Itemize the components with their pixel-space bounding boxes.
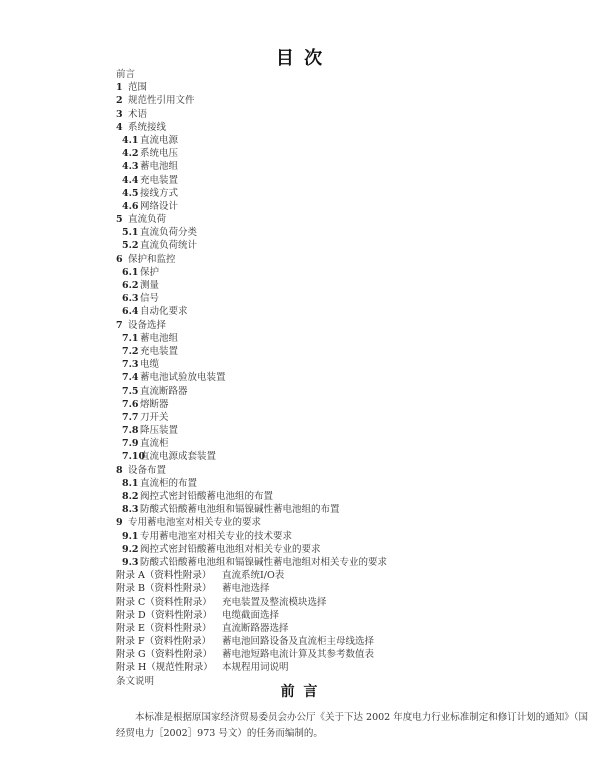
toc-entry-title: 防酸式铅酸蓄电池组和镉镍碱性蓄电池组的布置	[140, 504, 340, 516]
toc-entry-title: 降压装置	[140, 425, 179, 437]
toc-entry[interactable]	[116, 94, 586, 107]
toc-entry-title: 直流系统I/O表	[222, 570, 285, 582]
toc-entry[interactable]	[116, 266, 586, 279]
toc-entry-number: 5.2	[122, 240, 139, 252]
toc-entry[interactable]	[116, 345, 586, 358]
toc-entry[interactable]	[116, 411, 586, 424]
toc-entry-number: 9.1	[122, 530, 139, 542]
toc-entry-title: 测量	[140, 280, 160, 291]
toc-entry[interactable]	[116, 81, 586, 94]
toc-entry-title: 本规程用词说明	[222, 662, 289, 674]
toc-entry-title: 条文说明	[116, 675, 155, 687]
toc-entry-number: 附录 H（规范性附录）	[116, 662, 213, 674]
toc-entry-title: 直流电源成套装置	[140, 451, 217, 463]
toc-entry-number: 4.1	[122, 134, 139, 146]
toc-entry-number: 4.5	[122, 187, 139, 199]
toc-entry[interactable]	[116, 437, 586, 450]
toc-entry-number: 8	[116, 464, 123, 476]
toc-entry-number: 6	[116, 253, 123, 265]
toc-entry[interactable]	[116, 450, 586, 463]
toc-entry[interactable]	[116, 160, 586, 173]
toc-entry-number: 4.4	[122, 174, 139, 186]
toc-entry-number: 4.6	[122, 200, 139, 212]
toc-entry-number: 9	[116, 517, 123, 529]
toc-entry-number: 8.3	[122, 504, 139, 516]
toc-entry-number: 8.1	[122, 477, 139, 489]
toc-entry[interactable]	[116, 464, 586, 477]
toc-entry[interactable]	[116, 622, 586, 635]
toc-entry-number: 7	[116, 319, 123, 331]
toc-entry-title: 直流断路器选择	[222, 622, 289, 634]
toc-entry-number: 4	[116, 121, 123, 133]
toc-entry[interactable]	[116, 556, 586, 569]
toc-entry-title: 设备布置	[128, 464, 167, 476]
toc-entry[interactable]	[116, 530, 586, 543]
toc-entry[interactable]	[116, 239, 586, 252]
toc-entry-number: 7.7	[122, 411, 139, 423]
toc-entry[interactable]	[116, 147, 586, 160]
toc-entry-title: 直流电源	[140, 134, 179, 146]
toc-entry-title: 专用蓄电池室对相关专业的技术要求	[140, 530, 293, 542]
toc-entry[interactable]	[116, 279, 586, 292]
toc-entry-title: 蓄电池试验放电装置	[140, 372, 226, 384]
toc-entry-number: 9.3	[122, 556, 139, 568]
toc-entry-title: 刀开关	[140, 411, 169, 423]
toc-entry-title: 直流柜的布置	[140, 477, 198, 489]
toc-entry-number: 7.10	[122, 451, 146, 463]
toc-entry-title: 蓄电池组	[140, 161, 179, 173]
toc-entry-number: 8.2	[122, 491, 139, 502]
toc-entry[interactable]	[116, 596, 586, 609]
toc-entry[interactable]	[116, 477, 586, 490]
toc-entry-title: 保护和监控	[128, 253, 176, 265]
toc-entry-number: 附录 B（资料性附录）	[116, 583, 212, 595]
toc-entry-title: 直流负荷	[128, 214, 167, 226]
toc-entry-title: 阀控式密封铅酸蓄电池组对相关专业的要求	[140, 543, 321, 555]
toc-entry[interactable]	[116, 319, 586, 332]
toc-entry[interactable]	[116, 134, 586, 147]
toc-entry-title: 接线方式	[140, 187, 179, 199]
toc-entry-number: 6.4	[122, 306, 139, 318]
toc-entry[interactable]	[116, 174, 586, 187]
toc-entry-title: 网络设计	[140, 200, 179, 212]
toc-entry-title: 电缆	[140, 359, 160, 371]
toc-entry[interactable]	[116, 516, 586, 529]
toc-entry-number: 5	[116, 214, 123, 226]
toc-entry[interactable]	[116, 635, 586, 648]
toc-entry-title: 前言	[116, 69, 136, 80]
toc-entry-title: 防酸式铅酸蓄电池组和镉镍碱性蓄电池组对相关专业的要求	[140, 556, 388, 568]
toc-entry-title: 蓄电池选择	[222, 583, 270, 595]
toc-entry-number: 2	[116, 95, 123, 107]
toc-entry-title: 熔断器	[140, 398, 169, 410]
toc-entry-number: 附录 G（资料性附录）	[116, 649, 213, 661]
toc-entry-number: 3	[116, 108, 123, 120]
toc-entry-title: 系统接线	[128, 121, 167, 133]
toc-entry[interactable]	[116, 305, 586, 318]
toc-entry-number: 7.4	[122, 372, 139, 384]
toc-entry[interactable]	[116, 121, 586, 134]
toc-entry-number: 附录 C（资料性附录）	[116, 596, 212, 608]
toc-entry[interactable]	[116, 424, 586, 437]
toc-entry-number: 7.9	[122, 438, 139, 450]
toc-entry[interactable]	[116, 68, 586, 81]
toc-entry-title: 蓄电池组	[140, 332, 179, 344]
toc-entry-number: 附录 D（资料性附录）	[116, 609, 213, 621]
toc-entry[interactable]	[116, 226, 586, 239]
toc-entry[interactable]	[116, 661, 586, 674]
toc-entry-title: 自动化要求	[140, 306, 188, 318]
toc-entry-number: 4.2	[122, 148, 139, 160]
toc-entry-number: 7.2	[122, 345, 139, 357]
toc-entry[interactable]	[116, 648, 586, 661]
toc-entry-number: 附录 E（资料性附录）	[116, 622, 212, 634]
toc-entry[interactable]	[116, 200, 586, 213]
toc-entry-title: 范围	[128, 82, 148, 94]
toc-entry-number: 7.5	[122, 385, 139, 397]
toc-entry-number: 附录 A（资料性附录）	[116, 570, 212, 582]
toc-entry[interactable]	[116, 490, 586, 503]
toc-entry[interactable]	[116, 503, 586, 516]
preface-title: 前 言	[280, 684, 320, 700]
toc-entry[interactable]	[116, 609, 586, 622]
toc-entry[interactable]	[116, 108, 586, 121]
toc-entry-title: 蓄电池回路设备及直流柜主母线选择	[222, 636, 375, 648]
toc-entry-title: 充电装置	[140, 345, 179, 357]
toc-entry-title: 电缆截面选择	[222, 609, 280, 621]
toc-entry-number: 7.8	[122, 425, 139, 437]
toc-entry-title: 蓄电池短路电流计算及其参考数值表	[222, 649, 375, 661]
toc-entry[interactable]	[116, 253, 586, 266]
toc-entry-title: 直流负荷分类	[140, 227, 198, 239]
toc-entry[interactable]	[116, 371, 586, 384]
toc-entry-number: 9.2	[122, 543, 139, 555]
toc-title: 目 次	[275, 48, 325, 69]
toc-entry[interactable]	[116, 543, 586, 556]
toc-entry[interactable]	[116, 187, 586, 200]
toc-entry-title: 保护	[140, 266, 160, 278]
toc-entry-number: 5.1	[122, 227, 139, 239]
toc-entry-title: 设备选择	[128, 319, 167, 331]
toc-entry[interactable]	[116, 332, 586, 345]
toc-entry[interactable]	[116, 385, 586, 398]
toc-entry-number: 附录 F（资料性附录）	[116, 636, 212, 648]
toc-entry-number: 6.3	[122, 293, 139, 305]
toc-entry-title: 直流柜	[140, 438, 169, 450]
toc-entry[interactable]	[116, 213, 586, 226]
toc-entry-number: 1	[116, 82, 123, 94]
toc-entry-title: 阀控式密封铅酸蓄电池组的布置	[140, 491, 274, 502]
toc-entry-title: 直流负荷统计	[140, 240, 198, 252]
toc-entry-title: 术语	[128, 108, 148, 120]
toc-entry-title: 充电装置	[140, 174, 179, 186]
toc-entry[interactable]	[116, 582, 586, 595]
toc-entry[interactable]	[116, 358, 586, 371]
toc-entry-number: 4.3	[122, 161, 139, 173]
table-of-contents	[116, 68, 586, 688]
preface-body: 本标准是根据原国家经济贸易委员会办公厅《关于下达 2002 年度电力行业标准制定和修订计划的通知》（国经贸电力［2002］973 号文）的任务而编制的。	[116, 712, 588, 739]
toc-entry-number: 6.1	[122, 266, 139, 278]
toc-entry-number: 7.3	[122, 359, 139, 371]
toc-entry-number: 7.6	[122, 398, 139, 410]
toc-entry[interactable]	[116, 569, 586, 582]
toc-entry-title: 充电装置及整流模块选择	[222, 596, 327, 608]
toc-entry-title: 系统电压	[140, 148, 179, 160]
toc-entry-title: 直流断路器	[140, 385, 188, 397]
toc-entry-number: 7.1	[122, 332, 139, 344]
toc-entry-number: 6.2	[122, 280, 139, 291]
toc-entry[interactable]	[116, 292, 586, 305]
toc-entry-title: 规范性引用文件	[128, 95, 195, 107]
toc-entry-title: 信号	[140, 293, 160, 305]
toc-entry-title: 专用蓄电池室对相关专业的要求	[128, 517, 262, 529]
toc-entry[interactable]	[116, 398, 586, 411]
